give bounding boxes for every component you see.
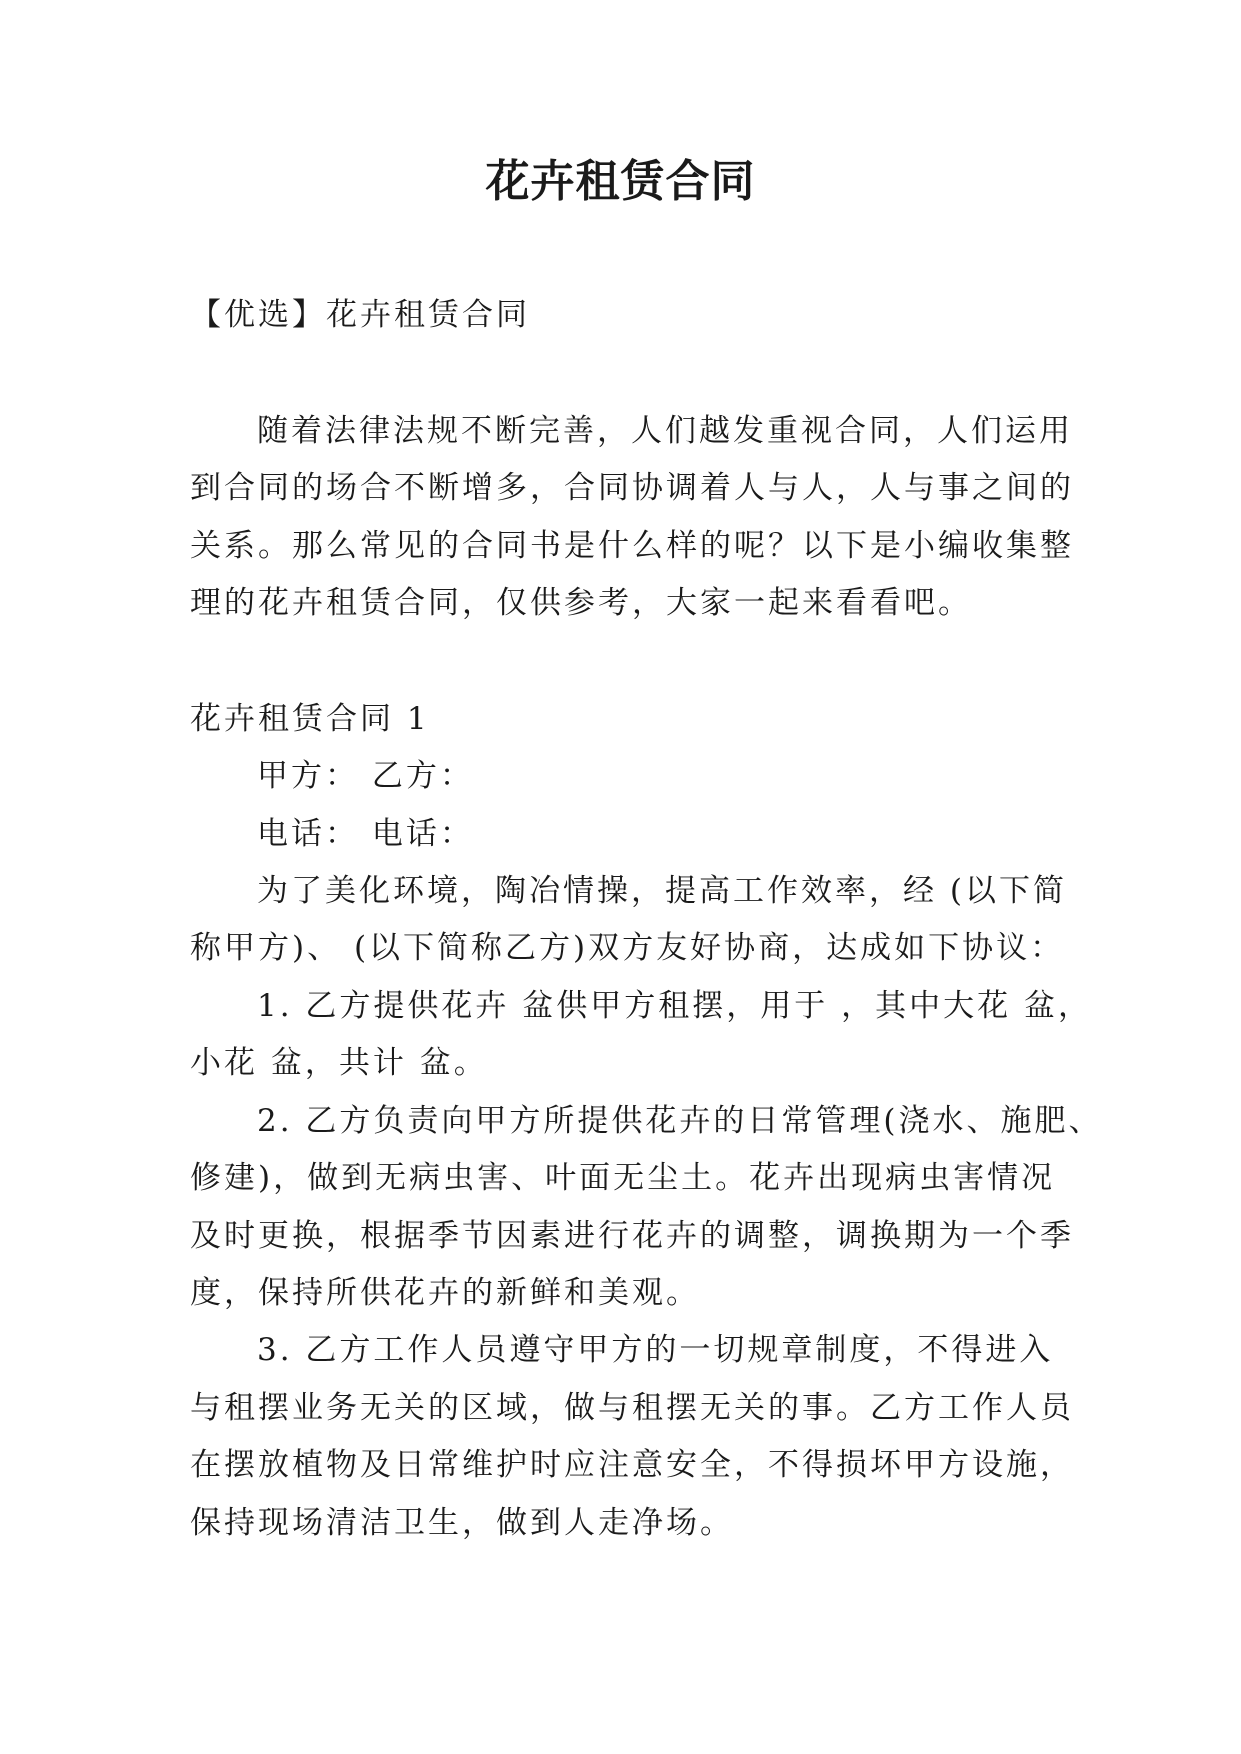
section-heading: 花卉租赁合同 1 [190, 701, 430, 737]
document-title: 花卉租赁合同 [485, 156, 756, 207]
clause-3-line: 保持现场清洁卫生，做到人走净场。 [190, 1505, 734, 1541]
clause-2-line: 度，保持所供花卉的新鲜和美观。 [190, 1275, 700, 1311]
body-line: 称甲方)、 (以下简称乙方)双方友好协商，达成如下协议： [190, 930, 1065, 966]
intro-line: 关系。那么常见的合同书是什么样的呢？以下是小编收集整 [190, 528, 1074, 564]
clause-3-line: 与租摆业务无关的区域，做与租摆无关的事。乙方工作人员 [190, 1390, 1074, 1426]
phone-line: 电话： 电话： [257, 816, 474, 852]
clause-3-line: 在摆放植物及日常维护时应注意安全，不得损坏甲方设施， [190, 1447, 1074, 1483]
clause-2-line: 2. 乙方负责向甲方所提供花卉的日常管理(浇水、施肥、 [257, 1103, 1103, 1139]
party-line: 甲方： 乙方： [257, 758, 474, 794]
body-line: 为了美化环境，陶冶情操，提高工作效率，经 (以下简 [257, 873, 1067, 909]
intro-line: 到合同的场合不断增多，合同协调着人与人，人与事之间的 [190, 470, 1074, 506]
intro-line: 随着法律法规不断完善，人们越发重视合同，人们运用 [257, 413, 1073, 449]
clause-1-line: 1. 乙方提供花卉 盆供甲方租摆，用于 ，其中大花 盆， [257, 988, 1092, 1024]
clause-2-line: 修建)，做到无病虫害、叶面无尘土。花卉出现病虫害情况 [190, 1160, 1056, 1196]
intro-line: 理的花卉租赁合同，仅供参考，大家一起来看看吧。 [190, 585, 972, 621]
document-subtitle: 【优选】花卉租赁合同 [190, 297, 530, 333]
clause-2-line: 及时更换，根据季节因素进行花卉的调整，调换期为一个季 [190, 1218, 1074, 1254]
clause-1-line: 小花 盆，共计 盆。 [190, 1045, 488, 1081]
clause-3-line: 3. 乙方工作人员遵守甲方的一切规章制度，不得进入 [257, 1332, 1054, 1368]
